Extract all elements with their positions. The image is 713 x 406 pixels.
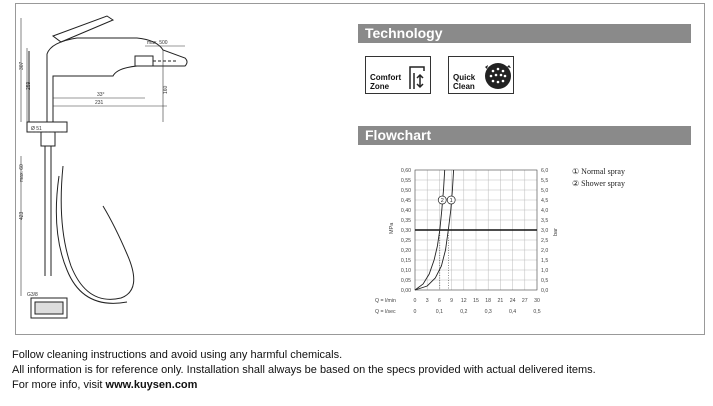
flowchart-header: Flowchart	[358, 126, 691, 145]
x-tick-label-lsec: 0	[413, 309, 417, 315]
y-tick-label-bar: 1,5	[541, 258, 549, 264]
x-tick-label-lsec: 0,1	[435, 309, 444, 315]
y-tick-label-mpa: 0,45	[400, 198, 411, 204]
dim-max60: max. 60	[19, 164, 25, 182]
y-tick-label-mpa: 0,50	[400, 188, 411, 194]
quick-clean-label: Quick Clean	[453, 73, 476, 91]
y-tick-label-bar: 0,5	[541, 278, 549, 284]
quick-clean-feature	[448, 56, 514, 94]
legend-item-normal-spray: ① Normal spray	[572, 167, 625, 176]
dim-160: 160	[163, 85, 169, 94]
x-tick-label-lmin: 9	[450, 298, 454, 304]
dim-51: Ø 51	[31, 126, 42, 132]
y-axis-label-bar: bar	[553, 228, 559, 236]
y-tick-label-mpa: 0,05	[400, 278, 411, 284]
y-tick-label-mpa: 0,30	[400, 228, 411, 234]
x-tick-label-lmin: 15	[473, 298, 479, 304]
x-tick-label-lmin: 6	[437, 298, 441, 304]
x-tick-label-lmin: 3	[425, 298, 429, 304]
y-tick-label-mpa: 0,15	[400, 258, 411, 264]
dim-33: 33°	[97, 92, 105, 98]
x-tick-label-lmin: 30	[534, 298, 540, 304]
dim-231: 231	[95, 100, 104, 106]
y-tick-label-bar: 4,0	[541, 208, 549, 214]
footer-cleaning-note: Follow cleaning instructions and avoid using any harmful chemicals.	[12, 349, 343, 361]
y-tick-label-bar: 1,0	[541, 268, 549, 274]
y-tick-label-bar: 4,5	[541, 198, 549, 204]
x-tick-label-lsec: 0,4	[508, 309, 517, 315]
x-axis-label-lmin: Q = l/min	[375, 298, 396, 304]
comfort-zone-feature	[365, 56, 431, 94]
y-tick-label-bar: 5,0	[541, 188, 549, 194]
technology-header: Technology	[358, 24, 691, 43]
dim-259: 259	[26, 81, 32, 90]
y-tick-label-mpa: 0,55	[400, 178, 411, 184]
y-tick-label-mpa: 0,60	[400, 168, 411, 174]
y-tick-label-bar: 2,5	[541, 238, 549, 244]
footer-website-link[interactable]: www.kuysen.com	[105, 379, 198, 391]
y-tick-label-mpa: 0,10	[400, 268, 411, 274]
x-tick-label-lmin: 21	[497, 298, 504, 304]
dim-307: 307	[19, 61, 25, 70]
dim-g38: G3/8	[27, 292, 38, 298]
x-tick-label-lmin: 27	[521, 298, 528, 304]
y-tick-label-mpa: 0,20	[400, 248, 411, 254]
footer-info-line: For more info, visit www.kuysen.com	[12, 379, 198, 391]
y-tick-label-mpa: 0,35	[400, 218, 411, 224]
faucet-technical-drawing	[17, 6, 197, 326]
dim-max500: max. 500	[147, 40, 168, 46]
curve-marker-label-2: 2	[440, 198, 444, 204]
y-tick-label-mpa: 0,40	[400, 208, 411, 214]
y-tick-label-bar: 3,5	[541, 218, 549, 224]
x-tick-label-lsec: 0,3	[484, 309, 492, 315]
y-tick-label-bar: 6,0	[541, 168, 549, 174]
y-tick-label-bar: 2,0	[541, 248, 549, 254]
y-axis-label-mpa: MPa	[389, 222, 395, 234]
y-tick-label-bar: 5,5	[541, 178, 549, 184]
x-tick-label-lsec: 0,2	[460, 309, 468, 315]
x-tick-label-lsec: 0,5	[533, 309, 541, 315]
x-tick-label-lmin: 12	[460, 298, 467, 304]
x-tick-label-lmin: 18	[485, 298, 492, 304]
faucet-height-icon	[406, 61, 430, 91]
y-tick-label-mpa: 0,25	[400, 238, 411, 244]
x-tick-label-lmin: 24	[509, 298, 516, 304]
flowchart-legend	[572, 166, 625, 190]
x-axis-label-lsec: Q = l/sec	[375, 309, 396, 315]
comfort-zone-label: Comfort Zone	[370, 73, 402, 91]
spray-nozzles-icon	[483, 61, 513, 91]
y-tick-label-bar: 0,0	[541, 288, 549, 294]
x-tick-label-lmin: 0	[413, 298, 417, 304]
dim-423: 423	[19, 211, 25, 220]
curve-marker-label-1: 1	[449, 198, 453, 204]
footer-notes	[12, 348, 596, 393]
y-tick-label-mpa: 0,00	[400, 288, 411, 294]
footer-reference-note: All information is for reference only. Installation shall always be based on the specs provided with actual delivered items.	[12, 364, 596, 376]
y-tick-label-bar: 3,0	[541, 228, 549, 234]
legend-item-shower-spray: ② Shower spray	[572, 179, 625, 188]
